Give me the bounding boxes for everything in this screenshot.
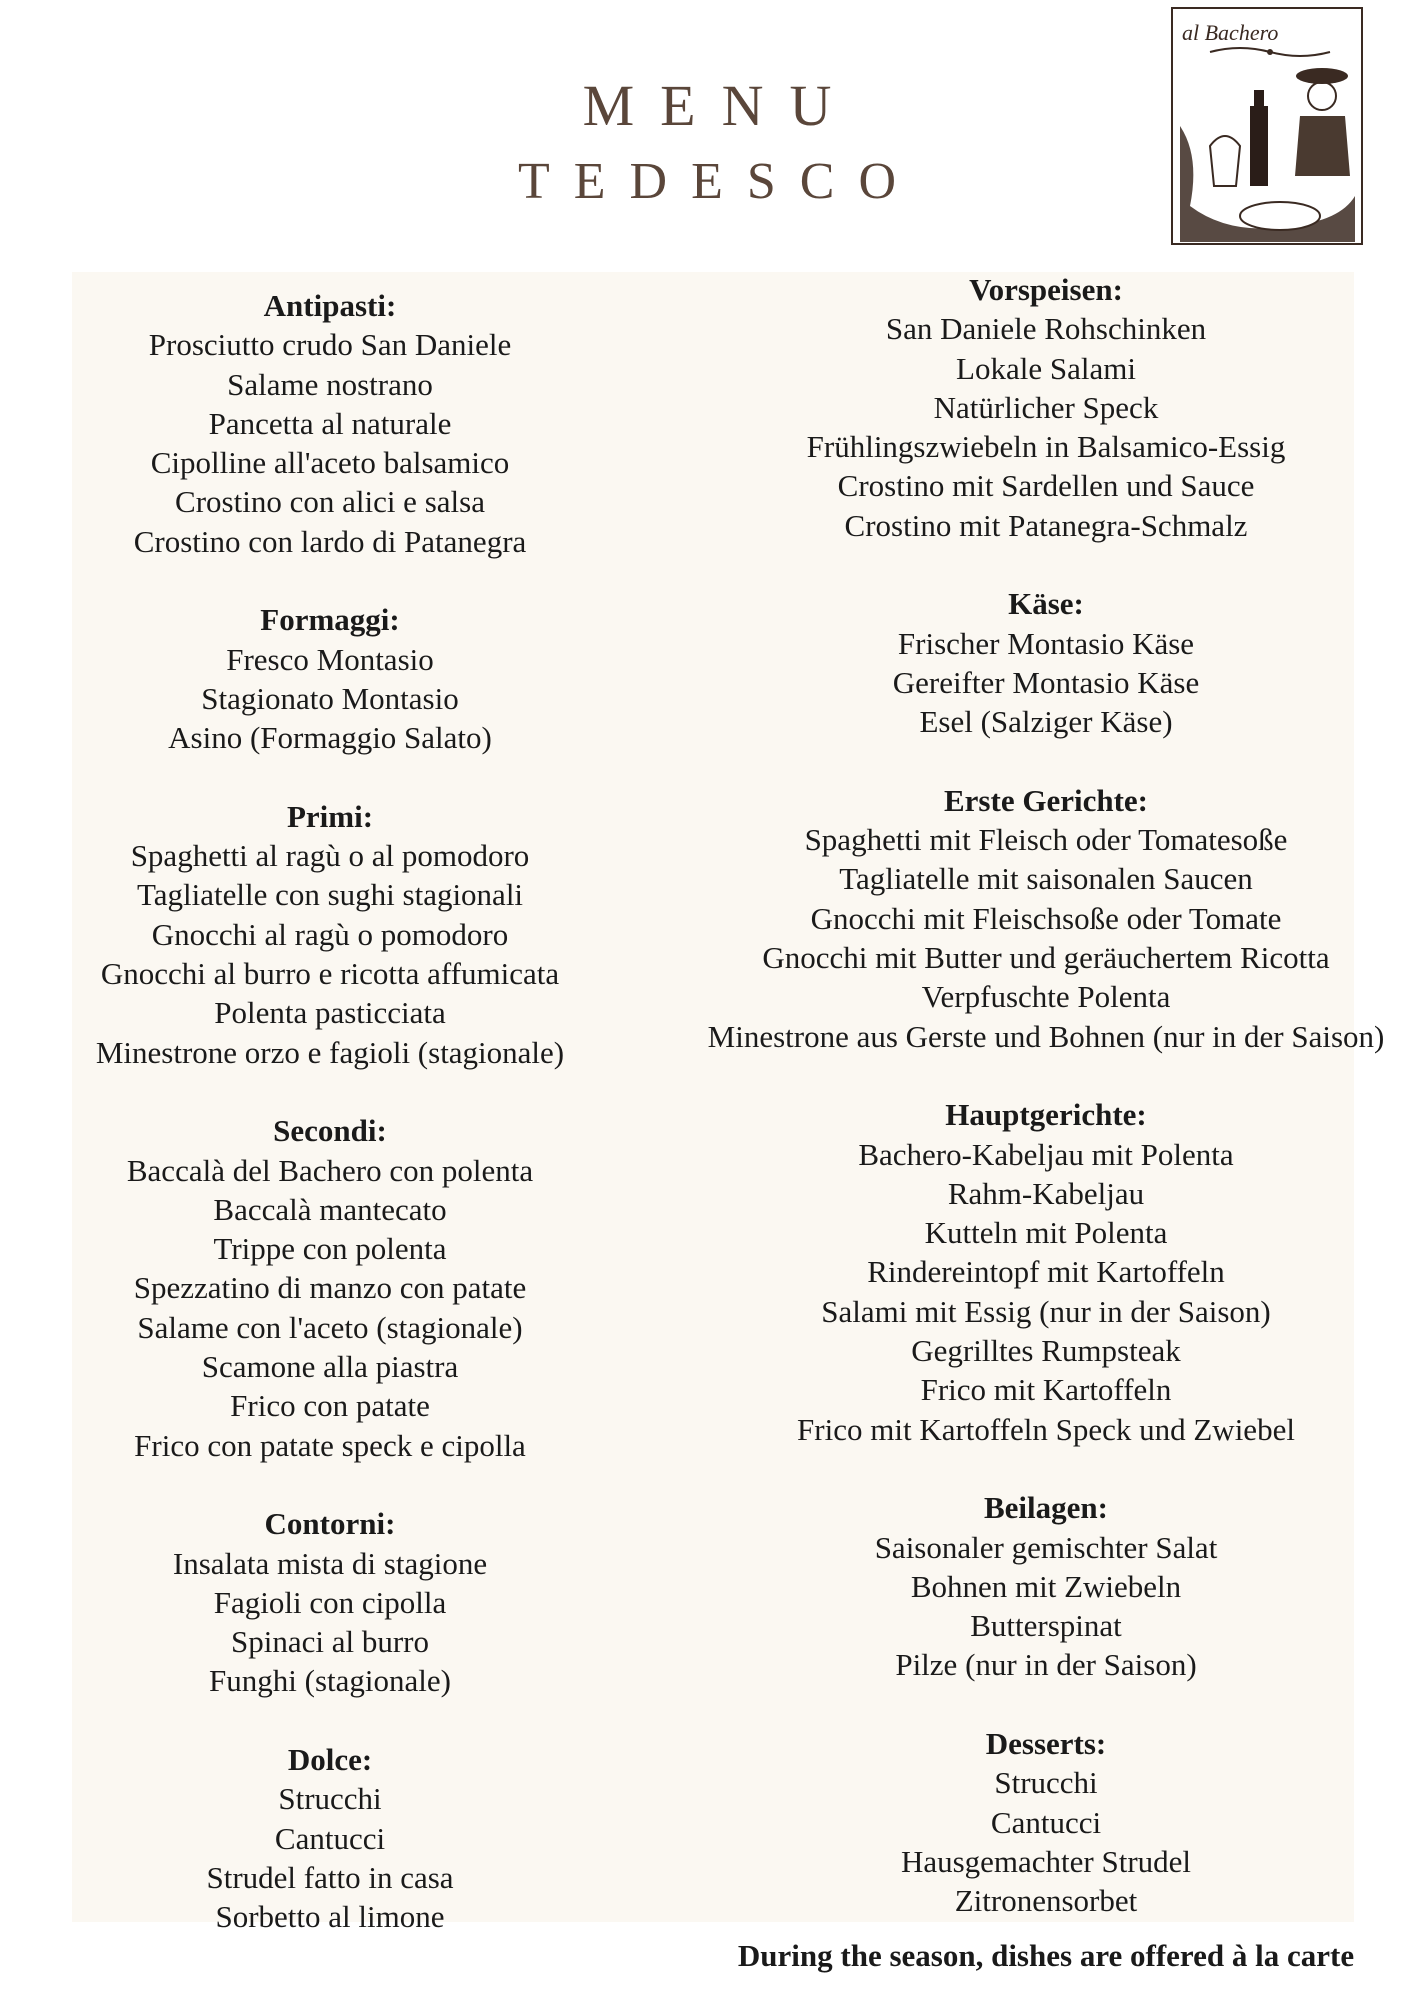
- menu-item: Rindereintopf mit Kartoffeln: [867, 1254, 1225, 1290]
- menu-item: Scamone alla piastra: [201, 1349, 459, 1385]
- section-heading: Primi:: [286, 798, 374, 834]
- menu-item: Hausgemachter Strudel: [900, 1843, 1192, 1879]
- menu-item: Baccalà del Bachero con polenta: [126, 1152, 534, 1188]
- menu-item: Spaghetti al ragù o al pomodoro: [130, 838, 530, 874]
- menu-item: Kutteln mit Polenta: [924, 1215, 1168, 1251]
- menu-item: Salame con l'aceto (stagionale): [137, 1309, 523, 1345]
- section-desserts: [690, 1724, 1402, 1920]
- section-contorni: [40, 1504, 620, 1700]
- menu-item: Spaghetti mit Fleisch oder Tomatesoße: [804, 822, 1288, 858]
- menu-item: Crostino con lardo di Patanegra: [133, 523, 527, 559]
- menu-item: Butterspinat: [970, 1608, 1122, 1644]
- menu-item: Funghi (stagionale): [209, 1663, 451, 1699]
- section-formaggi: [40, 600, 620, 757]
- menu-item: Esel (Salziger Käse): [919, 704, 1173, 740]
- menu-item: Polenta pasticciata: [214, 995, 446, 1031]
- section-heading: Hauptgerichte:: [945, 1097, 1147, 1133]
- section-hauptgerichte: [690, 1095, 1402, 1449]
- menu-item: Gereifter Montasio Käse: [892, 664, 1200, 700]
- section-heading: Formaggi:: [260, 602, 400, 638]
- menu-item: Insalata mista di stagione: [172, 1545, 488, 1581]
- menu-item: Cantucci: [990, 1804, 1102, 1840]
- section-erste-gerichte: [690, 781, 1402, 1056]
- menu-item: Salame nostrano: [227, 366, 433, 402]
- menu-item: Verpfuschte Polenta: [921, 979, 1171, 1015]
- menu-item: Tagliatelle mit saisonalen Saucen: [839, 861, 1253, 897]
- menu-item: Lokale Salami: [956, 350, 1136, 386]
- menu-item: Salami mit Essig (nur in der Saison): [821, 1293, 1271, 1329]
- menu-item: Saisonaler gemischter Salat: [874, 1529, 1218, 1565]
- menu-item: Baccalà mantecato: [213, 1191, 447, 1227]
- menu-item: Gnocchi mit Butter und geräuchertem Ricotta: [762, 940, 1330, 976]
- menu-item: Pancetta al naturale: [208, 405, 452, 441]
- menu-item: Bachero-Kabeljau mit Polenta: [858, 1136, 1234, 1172]
- menu-item: Zitronensorbet: [954, 1883, 1138, 1919]
- italian-menu-column: [40, 286, 620, 1976]
- section-heading: Vorspeisen:: [969, 272, 1123, 307]
- menu-item: Asino (Formaggio Salato): [168, 720, 492, 756]
- menu-item: Frühlingszwiebeln in Balsamico-Essig: [806, 429, 1286, 465]
- menu-item: Gnocchi al burro e ricotta affumicata: [100, 956, 560, 992]
- section-secondi: [40, 1111, 620, 1465]
- menu-item: Fagioli con cipolla: [213, 1584, 447, 1620]
- seasonal-note: During the season, dishes are offered à la carte: [737, 1938, 1355, 1973]
- menu-item: Frico mit Kartoffeln Speck und Zwiebel: [797, 1411, 1295, 1447]
- section-dolce: [40, 1740, 620, 1936]
- menu-item: Crostino mit Patanegra-Schmalz: [844, 507, 1248, 543]
- menu-item: Strucchi: [994, 1765, 1098, 1801]
- menu-item: Strucchi: [278, 1781, 382, 1817]
- menu-item: Pilze (nur in der Saison): [895, 1647, 1197, 1683]
- menu-item: Strudel fatto in casa: [206, 1859, 454, 1895]
- section-primi: [40, 797, 620, 1072]
- menu-item: Stagionato Montasio: [201, 680, 459, 716]
- section-heading: Käse:: [1008, 586, 1084, 622]
- menu-item: Gnocchi al ragù o pomodoro: [151, 916, 509, 952]
- section-heading: Erste Gerichte:: [944, 782, 1148, 818]
- menu-item: Gnocchi mit Fleischsoße oder Tomate: [810, 900, 1282, 936]
- menu-item: Cantucci: [274, 1820, 386, 1856]
- section-antipasti: [40, 286, 620, 561]
- menu-item: Cipolline all'aceto balsamico: [150, 445, 510, 481]
- menu-item: Fresco Montasio: [226, 641, 434, 677]
- menu-item: Natürlicher Speck: [933, 389, 1159, 425]
- section-kaese: [690, 584, 1402, 741]
- menu-item: Tagliatelle con sughi stagionali: [136, 877, 524, 913]
- menu-item: Minestrone orzo e fagioli (stagionale): [95, 1034, 565, 1070]
- section-beilagen: [690, 1488, 1402, 1684]
- menu-item: Crostino con alici e salsa: [175, 484, 485, 520]
- menu-item: Frico mit Kartoffeln: [920, 1372, 1172, 1408]
- section-heading: Beilagen:: [984, 1490, 1108, 1526]
- section-heading: Antipasti:: [263, 288, 397, 323]
- menu-subtitle: TEDESCO: [518, 153, 920, 210]
- menu-item: Rahm-Kabeljau: [947, 1175, 1145, 1211]
- section-heading: Dolce:: [287, 1741, 373, 1777]
- logo-lettering: al Bachero: [1182, 20, 1279, 45]
- menu-item: Minestrone aus Gerste und Bohnen (nur in der Saison): [707, 1018, 1385, 1054]
- section-heading: Desserts:: [985, 1725, 1107, 1761]
- menu-title: MENU: [582, 73, 858, 138]
- section-vorspeisen: [690, 270, 1402, 545]
- section-heading: Contorni:: [264, 1506, 396, 1542]
- restaurant-logo: [1170, 6, 1370, 252]
- menu-item: San Daniele Rohschinken: [885, 311, 1207, 347]
- menu-item: Gegrilltes Rumpsteak: [911, 1333, 1181, 1369]
- menu-item: Sorbetto al limone: [215, 1899, 445, 1935]
- menu-item: Prosciutto crudo San Daniele: [148, 327, 512, 363]
- menu-item: Spinaci al burro: [230, 1624, 429, 1660]
- menu-item: Crostino mit Sardellen und Sauce: [837, 468, 1255, 504]
- german-menu-column: [690, 270, 1402, 1960]
- menu-item: Frischer Montasio Käse: [897, 625, 1195, 661]
- section-heading: Secondi:: [273, 1113, 387, 1149]
- menu-item: Frico con patate: [230, 1388, 430, 1424]
- menu-item: Bohnen mit Zwiebeln: [910, 1568, 1182, 1604]
- menu-item: Spezzatino di manzo con patate: [133, 1270, 527, 1306]
- menu-item: Frico con patate speck e cipolla: [134, 1427, 526, 1463]
- menu-item: Trippe con polenta: [213, 1231, 447, 1267]
